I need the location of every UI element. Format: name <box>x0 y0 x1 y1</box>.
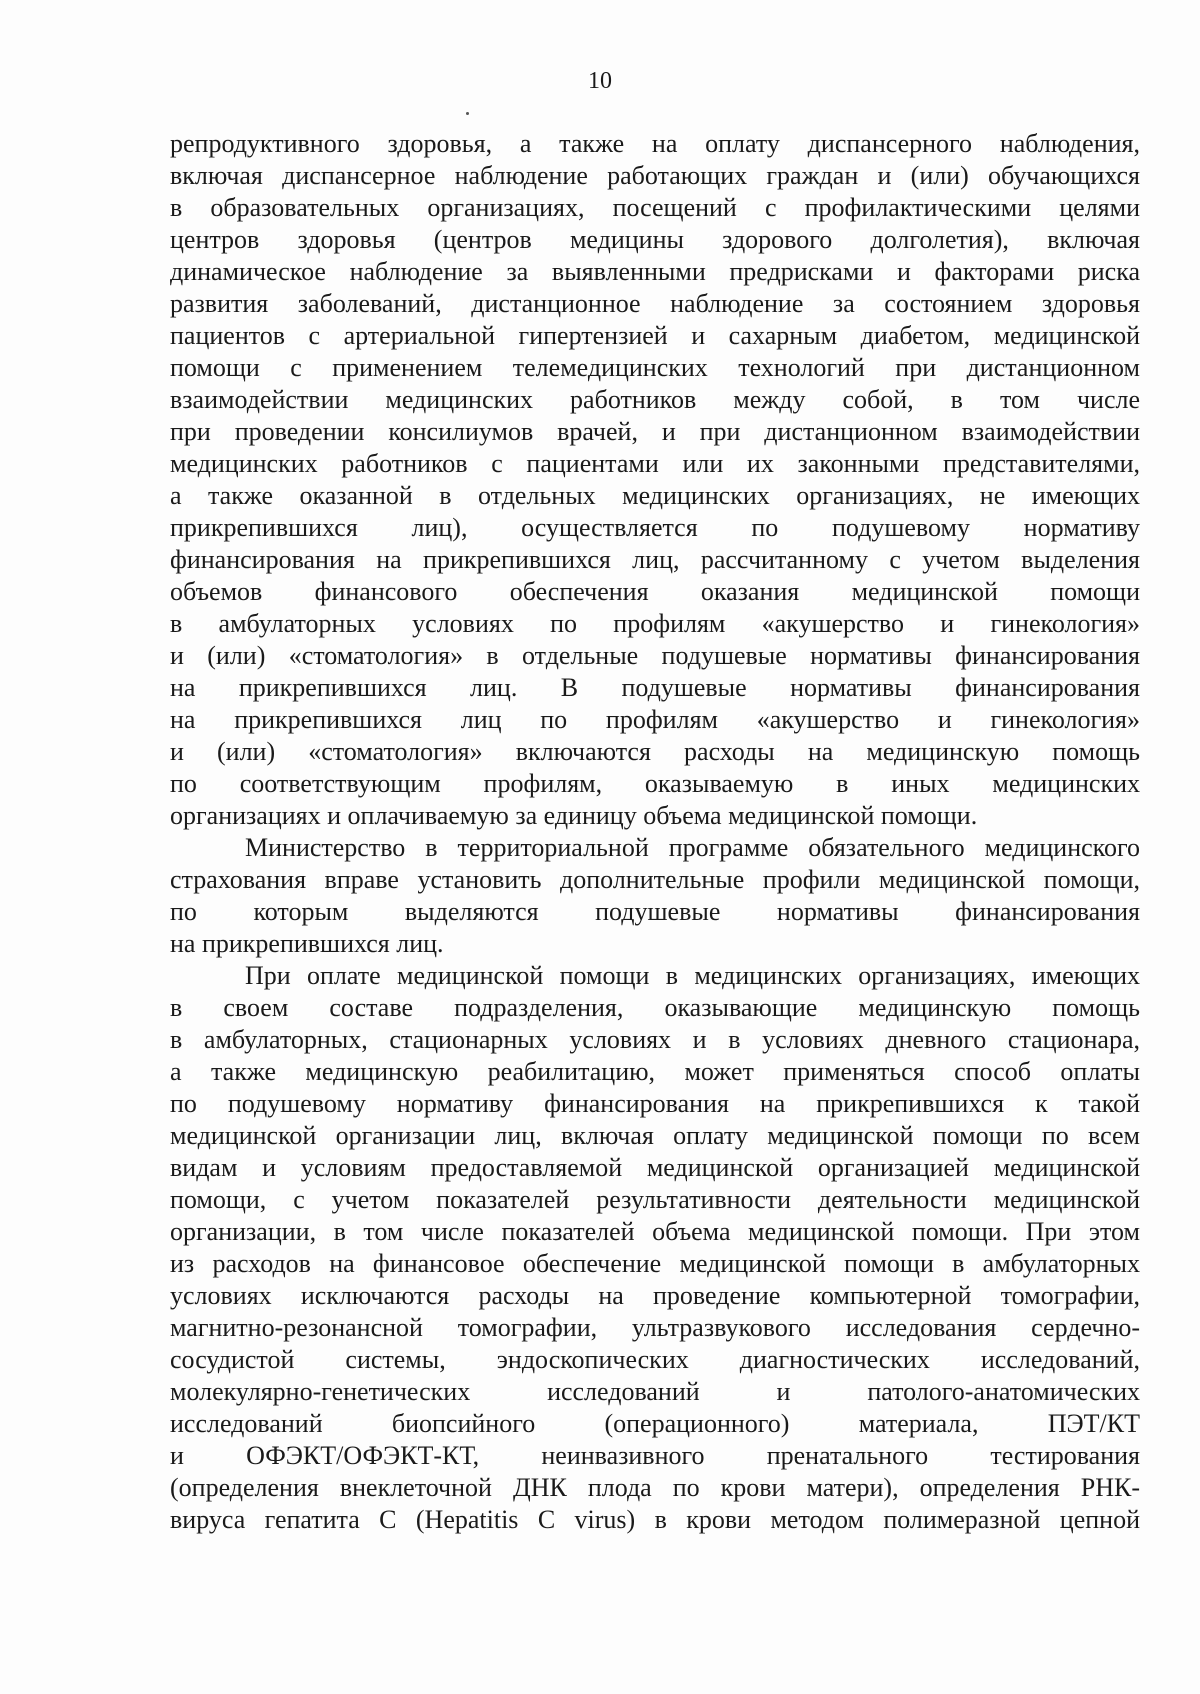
text-line: страхования вправе установить дополнительные профили медицинской помощи, <box>170 865 1140 894</box>
text-line: видам и условиям предоставляемой медицинской организацией медицинской <box>170 1153 1140 1182</box>
text-line: магнитно-резонансной томографии, ультразвукового исследования сердечно- <box>170 1313 1140 1342</box>
text-line: и (или) «стоматология» в отдельные подушевые нормативы финансирования <box>170 641 1140 670</box>
text-line: организациях и оплачиваемую за единицу объема медицинской помощи. <box>170 801 978 830</box>
text-line: в образовательных организациях, посещений с профилактическими целями <box>170 193 1140 222</box>
text-line: включая диспансерное наблюдение работающих граждан и (или) обучающихся <box>170 161 1140 190</box>
text-line: а также медицинскую реабилитацию, может применяться способ оплаты <box>170 1057 1140 1086</box>
text-line: сосудистой системы, эндоскопических диагностических исследований, <box>170 1345 1140 1374</box>
paragraph <box>170 832 1140 960</box>
text-line: Министерство в территориальной программе обязательного медицинского <box>245 833 1140 862</box>
text-line: прикрепившихся лиц), осуществляется по подушевому нормативу <box>170 513 1140 542</box>
text-line: и (или) «стоматология» включаются расходы на медицинскую помощь <box>170 737 1140 766</box>
text-line: при проведении консилиумов врачей, и при дистанционном взаимодействии <box>170 417 1140 446</box>
page-number: 10 <box>588 68 612 94</box>
text-line: медицинских работников с пациентами или их законными представителями, <box>170 449 1140 478</box>
text-line: (определения внеклеточной ДНК плода по крови матери), определения РНК- <box>170 1473 1140 1502</box>
text-line: из расходов на финансовое обеспечение медицинской помощи в амбулаторных <box>170 1249 1140 1278</box>
text-line: помощи с применением телемедицинских технологий при дистанционном <box>170 353 1140 382</box>
text-line: в амбулаторных, стационарных условиях и в условиях дневного стационара, <box>170 1025 1140 1054</box>
text-line: на прикрепившихся лиц. В подушевые нормативы финансирования <box>170 673 1140 702</box>
text-line: вируса гепатита С (Hepatitis C virus) в крови методом полимеразной цепной <box>170 1505 1140 1534</box>
text-line: пациентов с артериальной гипертензией и сахарным диабетом, медицинской <box>170 321 1140 350</box>
scan-artifact-dot <box>466 112 469 115</box>
text-line: медицинской организации лиц, включая оплату медицинской помощи по всем <box>170 1121 1140 1150</box>
text-line: организации, в том числе показателей объема медицинской помощи. При этом <box>170 1217 1140 1246</box>
text-line: на прикрепившихся лиц по профилям «акушерство и гинекология» <box>170 705 1140 734</box>
paragraph <box>170 128 1140 832</box>
text-line: по подушевому нормативу финансирования на прикрепившихся к такой <box>170 1089 1140 1118</box>
text-line: в своем составе подразделения, оказывающие медицинскую помощь <box>170 993 1140 1022</box>
text-line: При оплате медицинской помощи в медицинских организациях, имеющих <box>245 961 1140 990</box>
text-line: развития заболеваний, дистанционное наблюдение за состоянием здоровья <box>170 289 1140 318</box>
text-line: и ОФЭКТ/ОФЭКТ-КТ, неинвазивного пренатального тестирования <box>170 1441 1140 1470</box>
text-line: молекулярно-генетических исследований и патолого-анатомических <box>170 1377 1140 1406</box>
text-line: по соответствующим профилям, оказываемую в иных медицинских <box>170 769 1140 798</box>
text-line: в амбулаторных условиях по профилям «акушерство и гинекология» <box>170 609 1140 638</box>
text-line: помощи, с учетом показателей результативности деятельности медицинской <box>170 1185 1140 1214</box>
text-line: динамическое наблюдение за выявленными предрисками и факторами риска <box>170 257 1140 286</box>
text-line: центров здоровья (центров медицины здорового долголетия), включая <box>170 225 1140 254</box>
text-line: на прикрепившихся лиц. <box>170 929 444 958</box>
text-line: финансирования на прикрепившихся лиц, рассчитанному с учетом выделения <box>170 545 1140 574</box>
text-line: исследований биопсийного (операционного) материала, ПЭТ/КТ <box>170 1409 1140 1438</box>
text-line: объемов финансового обеспечения оказания медицинской помощи <box>170 577 1140 606</box>
text-line: условиях исключаются расходы на проведение компьютерной томографии, <box>170 1281 1140 1310</box>
paragraph <box>170 960 1140 1536</box>
text-line: по которым выделяются подушевые нормативы финансирования <box>170 897 1140 926</box>
text-line: репродуктивного здоровья, а также на оплату диспансерного наблюдения, <box>170 129 1140 158</box>
text-line: а также оказанной в отдельных медицинских организациях, не имеющих <box>170 481 1140 510</box>
body-text <box>170 128 1140 1536</box>
text-line: взаимодействии медицинских работников между собой, в том числе <box>170 385 1140 414</box>
